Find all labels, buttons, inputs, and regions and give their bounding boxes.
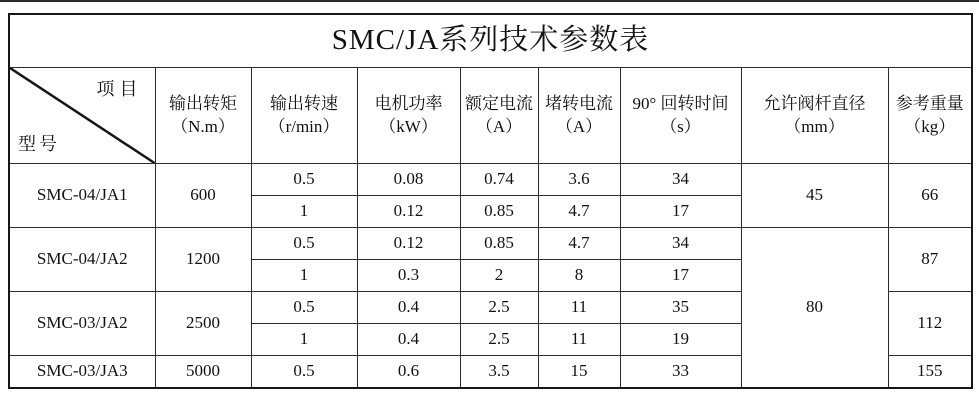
stall-current-cell: 4.7 [538, 196, 620, 228]
rated-current-cell: 2.5 [460, 292, 538, 324]
speed-cell: 1 [251, 324, 357, 356]
column-header-torque [155, 68, 251, 164]
rated-current-cell: 2 [460, 260, 538, 292]
weight-cell: 66 [888, 164, 972, 228]
power-cell: 0.12 [357, 196, 460, 228]
model-cell: SMC-03/JA2 [9, 292, 155, 356]
header-unit: （s） [660, 116, 701, 136]
rated-current-cell: 0.85 [460, 196, 538, 228]
power-cell: 0.3 [357, 260, 460, 292]
stall-current-cell: 3.6 [538, 164, 620, 196]
header-name: 输出转速 [270, 93, 338, 113]
rated-current-cell: 0.74 [460, 164, 538, 196]
header-name: 输出转矩 [169, 93, 237, 113]
diagonal-header-cell [9, 68, 155, 164]
header-name: 电机功率 [374, 93, 443, 113]
header-unit: （A） [475, 116, 523, 136]
turn-time-cell: 34 [620, 228, 741, 260]
turn-time-cell: 17 [620, 196, 741, 228]
speed-cell: 0.5 [251, 228, 357, 260]
power-cell: 0.4 [357, 292, 460, 324]
speed-cell: 1 [251, 196, 357, 228]
weight-cell: 87 [888, 228, 972, 292]
model-cell: SMC-04/JA1 [9, 164, 155, 228]
header-name: 堵转电流 [545, 93, 613, 113]
turn-time-cell: 17 [620, 260, 741, 292]
header-row [9, 68, 972, 164]
power-cell: 0.6 [357, 356, 460, 389]
corner-label-model: 型号 [18, 133, 60, 154]
table-row [9, 228, 972, 260]
speed-cell: 1 [251, 260, 357, 292]
header-unit: （N.m） [171, 116, 235, 136]
column-header-rated-current [460, 68, 538, 164]
stem-diameter-cell: 80 [741, 228, 888, 389]
header-unit: （r/min） [268, 116, 340, 136]
column-header-stem-diameter [741, 68, 888, 164]
top-edge-line [0, 0, 979, 2]
header-name: 允许阀杆直径 [763, 93, 866, 113]
header-unit: （mm） [784, 116, 845, 136]
model-cell: SMC-03/JA3 [9, 356, 155, 389]
table-row [9, 164, 972, 196]
weight-cell: 155 [888, 356, 972, 389]
rated-current-cell: 0.85 [460, 228, 538, 260]
corner-label-item: 项目 [96, 79, 143, 99]
rated-current-cell: 3.5 [460, 356, 538, 389]
turn-time-cell: 34 [620, 164, 741, 196]
speed-cell: 0.5 [251, 292, 357, 324]
stall-current-cell: 15 [538, 356, 620, 389]
power-cell: 0.08 [357, 164, 460, 196]
spec-table [8, 13, 973, 389]
rated-current-cell: 2.5 [460, 324, 538, 356]
turn-time-cell: 19 [620, 324, 741, 356]
header-unit: （kg） [904, 116, 956, 136]
power-cell: 0.4 [357, 324, 460, 356]
torque-cell: 2500 [155, 292, 251, 356]
stall-current-cell: 11 [538, 292, 620, 324]
header-name: 额定电流 [465, 93, 533, 113]
stem-diameter-cell: 45 [741, 164, 888, 228]
turn-time-cell: 35 [620, 292, 741, 324]
model-cell: SMC-04/JA2 [9, 228, 155, 292]
column-header-speed [251, 68, 357, 164]
column-header-power [357, 68, 460, 164]
column-header-weight [888, 68, 972, 164]
weight-cell: 112 [888, 292, 972, 356]
torque-cell: 5000 [155, 356, 251, 389]
stall-current-cell: 11 [538, 324, 620, 356]
torque-cell: 1200 [155, 228, 251, 292]
header-name: 90° 回转时间 [632, 93, 729, 113]
header-name: 参考重量 [895, 93, 964, 113]
torque-cell: 600 [155, 164, 251, 228]
column-header-turn-time [620, 68, 741, 164]
header-unit: （kW） [379, 116, 438, 136]
speed-cell: 0.5 [251, 164, 357, 196]
page-title: SMC/JA系列技术参数表 [9, 14, 972, 68]
stall-current-cell: 4.7 [538, 228, 620, 260]
stall-current-cell: 8 [538, 260, 620, 292]
title-row [9, 14, 972, 68]
column-header-stall-current [538, 68, 620, 164]
turn-time-cell: 33 [620, 356, 741, 389]
speed-cell: 0.5 [251, 356, 357, 389]
power-cell: 0.12 [357, 228, 460, 260]
header-unit: （A） [555, 116, 603, 136]
